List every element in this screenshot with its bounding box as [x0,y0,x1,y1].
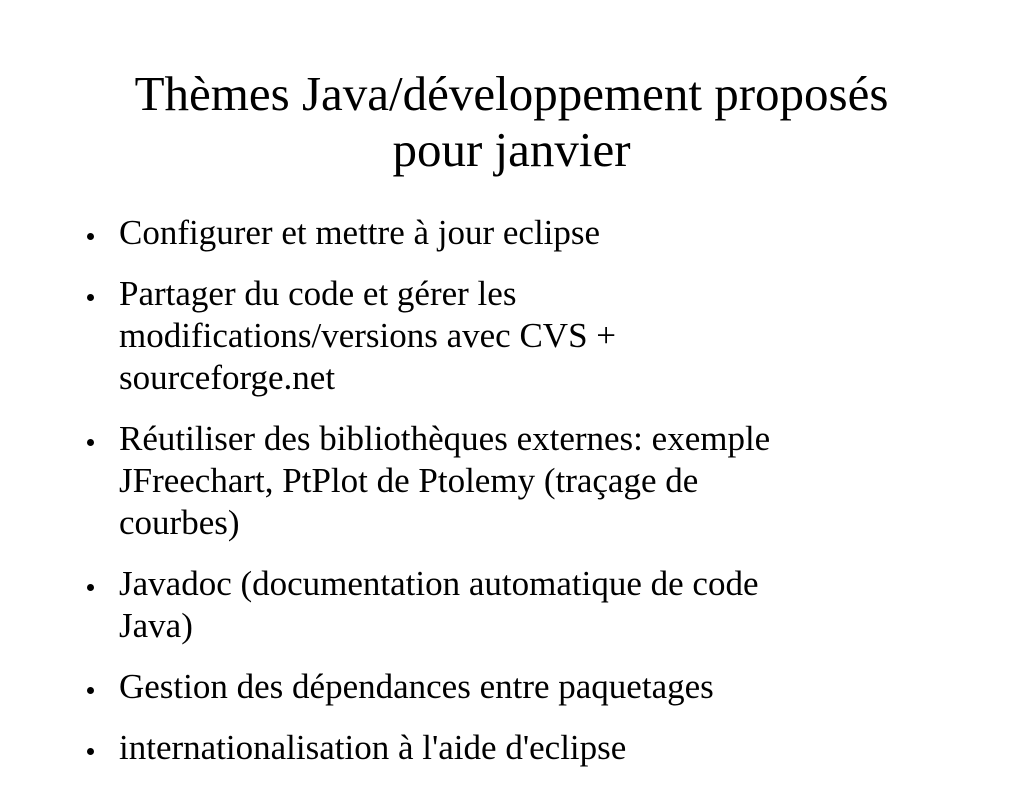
bullet-line: courbes) [119,503,240,542]
bullet-line: modifications/versions avec CVS + [119,316,617,355]
bullet-item [84,273,914,399]
bullet-item [84,212,914,254]
title-line-2: pour janvier [392,122,631,177]
bullet-line: internationalisation à l'aide d'eclipse [119,728,627,767]
bullet-line: sourceforge.net [119,358,336,397]
bullet-dot-icon [87,748,94,755]
bullet-line: Réutiliser des bibliothèques externes: exemple [119,419,771,458]
bullet-line: Configurer et mettre à jour eclipse [119,213,601,252]
bullet-line: Javadoc (documentation automatique de code [119,564,759,603]
slide-title [0,66,1023,178]
bullet-dot-icon [87,294,94,301]
bullet-line: Partager du code et gérer les [119,274,517,313]
bullet-line: Gestion des dépendances entre paquetages [119,667,714,706]
bullet-dot-icon [87,687,94,694]
bullet-line: JFreechart, PtPlot de Ptolemy (traçage de [119,461,699,500]
bullet-line: Java) [119,606,193,645]
bullet-item [84,727,914,769]
bullet-item [84,666,914,708]
bullet-dot-icon [87,233,94,240]
title-line-1: Thèmes Java/développement proposés [134,66,889,121]
bullet-item [84,563,914,647]
bullet-dot-icon [87,439,94,446]
bullet-dot-icon [87,584,94,591]
bullet-list [84,212,914,788]
bullet-item [84,418,914,544]
